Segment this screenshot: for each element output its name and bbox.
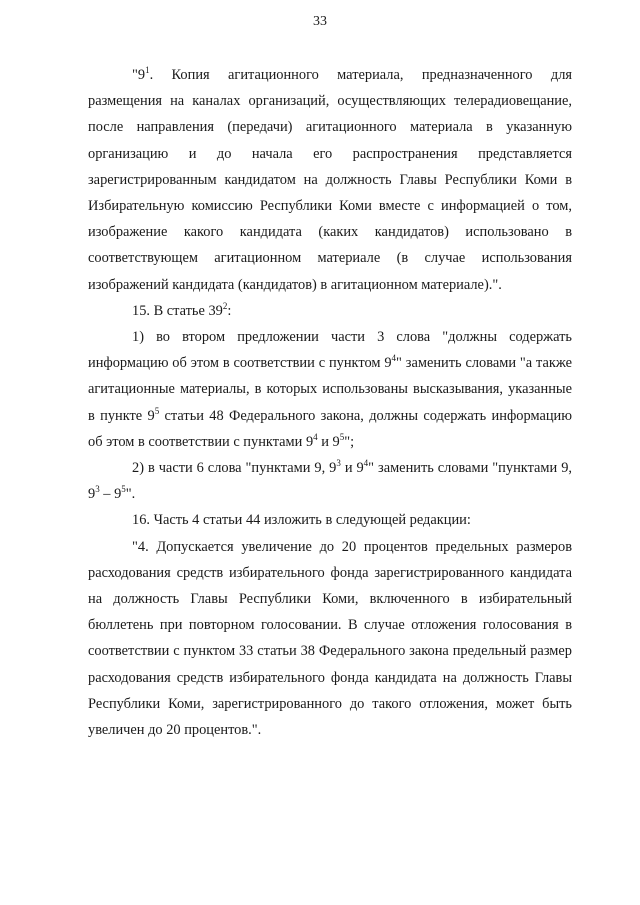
paragraph-text: " заменить словами "а также агитационные материалы, в которых использованы высказывания, указанные в пункте 9 [88,355,572,424]
paragraph-text: 1) во втором предложении части 3 слова "должны содержать информацию об этом в соответствии с пунктом 9 [88,329,572,372]
paragraph-text: . Копия агитационного материала, предназначенного для размещения на каналах организаций, осуществляющих телерадиовещание, после направления (передачи) агитационного материала в указанную организацию и до начала его распространения представляется зарегистрированным кандидатом на должность Главы Республики Коми в Избирательную комиссию Республики Коми вместе с информацией о том, изображение какого кандидата (каких кандидатов) использовано в соответствующем агитационном материале (в случае использования изображений кандидата (кандидатов) в агитационном материале).". [88,67,572,293]
superscript: 4 [391,353,397,364]
paragraph-text: "4. Допускается увеличение до 20 процентов предельных размеров расходования средств избирательного фонда зарегистрированного кандидата на должность Главы Республики Коми, включенного в избирательный бюллетень при повторном голосовании. В случае отложения голосования в соответствии с пунктом 33 статьи 38 Федерального закона предельный размер расходования средств избирательного фонда кандидата на должность Главы Республики Коми, зарегистрированного до такого отложения, может быть увеличен до 20 процентов.". [88,538,572,739]
paragraph-text: " заменить словами "пунктами 9, 9 [88,460,572,503]
paragraph-part-4 [88,534,572,744]
page-number: 33 [313,14,327,29]
superscript: 4 [363,458,369,469]
paragraph-text: : [227,302,232,319]
superscript: 5 [339,432,345,443]
superscript: 5 [154,405,160,416]
paragraph-text: и 9 [317,433,340,450]
paragraph-text: и 9 [340,460,364,477]
paragraph-subitem-1 [88,324,572,455]
paragraph-subitem-2 [88,455,572,507]
superscript: 5 [121,484,126,495]
document-body [88,62,572,743]
paragraph-text: статьи 48 Федерального закона, должны содержать информацию об этом в соответствии с пунктами 9 [88,407,572,450]
superscript: 3 [95,484,100,495]
paragraph-text: 15. В статье 39 [132,302,223,319]
paragraph-text: ". [125,486,136,503]
paragraph-article-9-1 [88,62,572,298]
paragraph-text: 16. Часть 4 статьи 44 изложить в следующей редакции: [132,512,471,529]
superscript: 4 [313,432,318,443]
superscript: 3 [336,458,341,469]
superscript: 1 [145,65,150,76]
superscript: 2 [222,301,228,312]
paragraph-item-16 [88,507,572,533]
paragraph-text: "; [344,433,355,450]
paragraph-text: – 9 [99,486,122,503]
paragraph-item-15 [88,298,572,324]
paragraph-text: 2) в части 6 слова "пунктами 9, 9 [132,460,337,477]
paragraph-text: "9 [132,67,146,83]
